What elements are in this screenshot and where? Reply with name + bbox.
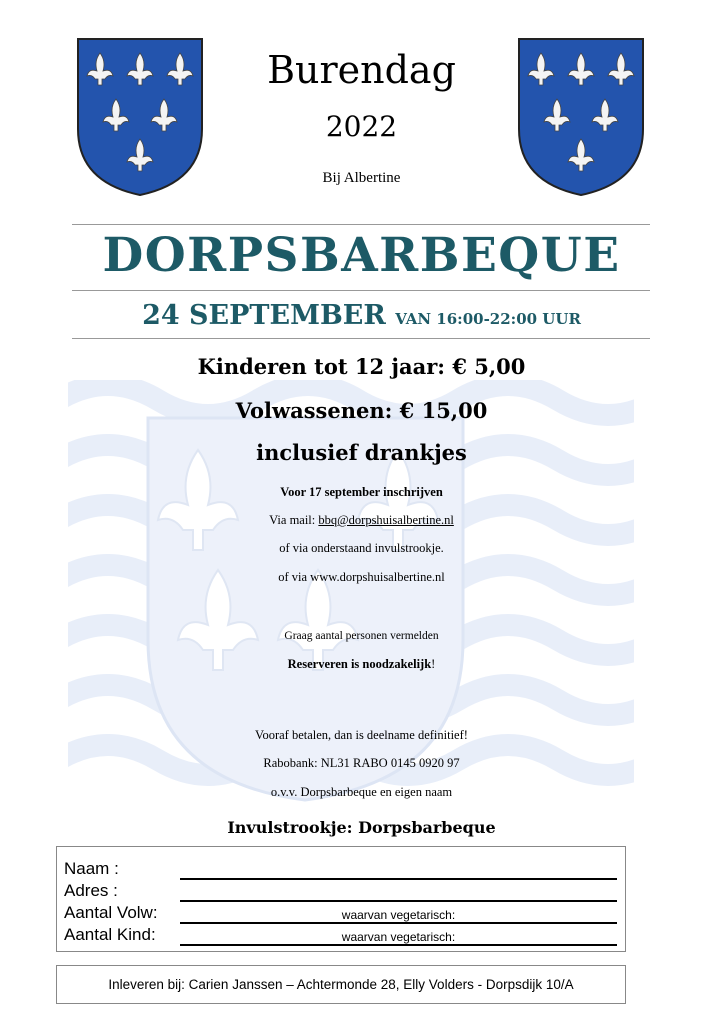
- info-mail-line: [0, 513, 723, 528]
- event-date-line: [0, 300, 723, 331]
- info-pay: Vooraf betalen, dan is deelname definitief!: [255, 728, 468, 742]
- name-label: Naam :: [64, 859, 119, 878]
- form-title: Invulstrookje: Dorpsbarbeque: [227, 818, 496, 837]
- divider-bottom: [72, 338, 650, 339]
- price-included: inclusief drankjes: [256, 440, 467, 465]
- adults-label: Aantal Volw:: [64, 903, 158, 922]
- info-mail-prefix: Via mail:: [269, 513, 319, 527]
- info-via-web: of via www.dorpshuisalbertine.nl: [278, 570, 445, 584]
- header-year: 2022: [325, 110, 398, 143]
- info-ovv: o.v.v. Dorpsbarbeque en eigen naam: [270, 785, 453, 799]
- adults-field[interactable]: [180, 922, 617, 924]
- registration-form: [56, 846, 626, 952]
- kids-field[interactable]: [180, 944, 617, 946]
- footer-delivery: Inleveren bij: Carien Janssen – Achtermonde 28, Elly Volders - Dorpsdijk 10/A: [56, 965, 626, 1004]
- info-persons: Graag aantal personen vermelden: [284, 630, 439, 642]
- mail-link[interactable]: bbq@dorpshuisalbertine.nl: [318, 513, 454, 527]
- address-field[interactable]: [180, 900, 617, 902]
- event-time: VAN 16:00-22:00 UUR: [395, 310, 581, 328]
- info-deadline: Voor 17 september inschrijven: [280, 485, 443, 499]
- event-title: DORPSBARBEQUE: [102, 228, 621, 283]
- info-bank: Rabobank: NL31 RABO 0145 0920 97: [263, 756, 460, 770]
- info-reserve: [0, 657, 723, 672]
- info-via-form: of via onderstaand invulstrookje.: [279, 541, 444, 555]
- price-adults: Volwassenen: € 15,00: [235, 398, 488, 423]
- info-reserve-bold: Reserveren is noodzakelijk: [287, 657, 432, 671]
- divider-middle: [72, 290, 650, 291]
- header-subtitle: Bij Albertine: [322, 170, 401, 186]
- event-date: 24 SEPTEMBER: [142, 300, 386, 331]
- divider-top: [72, 224, 650, 225]
- name-field[interactable]: [180, 878, 617, 880]
- address-label: Adres :: [64, 881, 118, 900]
- adults-veg-label: waarvan vegetarisch:: [341, 908, 456, 922]
- kids-veg-label: waarvan vegetarisch:: [341, 930, 456, 944]
- kids-label: Aantal Kind:: [64, 925, 156, 944]
- price-children: Kinderen tot 12 jaar: € 5,00: [197, 354, 526, 379]
- header-title: Burendag: [267, 48, 456, 92]
- info-reserve-end: !: [431, 657, 436, 671]
